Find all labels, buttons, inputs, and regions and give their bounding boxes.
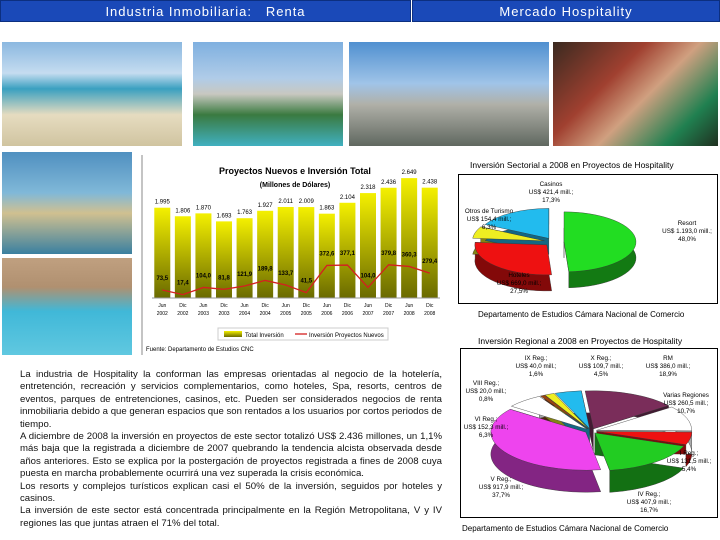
pie-label: US$ 40,0 mill.; bbox=[515, 363, 557, 370]
x-tick-label: 2005 bbox=[300, 311, 312, 317]
paragraph: La industria de Hospitality la conforman las empresas orientadas al negocio de la hotelería, entretención, recreación y servicios complementarios, como hoteles, Spa, resorts, centros de eventos, parques de entretenciones, casinos, etc. Pueden ser considerados negocios de renta inmobiliaria debido a que generan espacios que son rentados a los usuarios por cortos periodos de tiempo. bbox=[20, 369, 442, 430]
pie-label: I Reg.; bbox=[679, 450, 699, 457]
line-label: 41,5 bbox=[300, 278, 313, 285]
chart-title: Proyectos Nuevos e Inversión Total bbox=[219, 166, 371, 176]
x-tick-label: 2002 bbox=[156, 311, 168, 317]
beach-resort-photo bbox=[2, 42, 182, 146]
x-tick-label: 2006 bbox=[341, 311, 353, 317]
x-tick-label: 2002 bbox=[177, 311, 189, 317]
pie-label: 18,9% bbox=[659, 371, 677, 378]
x-tick-label: 2007 bbox=[383, 311, 395, 317]
bar-label: 1.806 bbox=[175, 208, 191, 215]
header-left-title: Industria Inmobiliaria: bbox=[105, 3, 252, 19]
pie-label: 6,3% bbox=[481, 224, 497, 231]
line-label: 379,8 bbox=[381, 250, 397, 257]
paragraph: Los resorts y complejos turísticos explican casi el 50% de la inversión, seguidos por hoteles y casinos. bbox=[20, 480, 442, 505]
bar-label: 2.009 bbox=[298, 199, 314, 206]
x-tick-label: 2008 bbox=[424, 311, 436, 317]
bar bbox=[216, 221, 232, 298]
pie-label: Varias Regiones bbox=[663, 392, 709, 399]
casino-photo bbox=[553, 42, 718, 146]
resort-sunbather-photo bbox=[2, 152, 132, 254]
bar-label: 1.870 bbox=[195, 205, 211, 212]
pie-label: US$ 109,7 mill.; bbox=[578, 363, 624, 370]
pie-label: Hoteles bbox=[508, 272, 530, 279]
bar-label: 1.995 bbox=[154, 199, 170, 206]
pie-label: US$ 917,9 mill.; bbox=[478, 484, 524, 491]
pie-label: Casinos bbox=[539, 181, 563, 188]
x-tick-label: Dic bbox=[302, 303, 310, 309]
line-label: 17,4 bbox=[177, 280, 189, 287]
paragraph: La inversión de este sector está concentrada principalmente en la Región Metropolitana, V y IV regiones las que juntas atraen el 71% del total. bbox=[20, 505, 442, 529]
pie-label: Resort bbox=[677, 220, 697, 227]
line-label: 104,0 bbox=[195, 273, 211, 280]
line-label: 81,8 bbox=[218, 275, 230, 282]
regional-pie-source: Departamento de Estudios Cámara Nacional de Comercio bbox=[462, 524, 669, 533]
legend-label: Inversión Proyectos Nuevos bbox=[309, 333, 384, 339]
pie-label: VIII Reg.; bbox=[472, 380, 500, 387]
line-label: 377,1 bbox=[339, 251, 355, 258]
pie-label: Otros de Turismo bbox=[464, 208, 514, 215]
pie-label: US$ 386,0 mill.; bbox=[645, 363, 691, 370]
pie-label: US$ 20,0 mill.; bbox=[465, 388, 507, 395]
pie-label: 27,5% bbox=[510, 288, 528, 295]
body-text bbox=[20, 369, 442, 530]
x-tick-label: Dic bbox=[426, 303, 434, 309]
header-left bbox=[0, 0, 411, 22]
x-tick-label: Dic bbox=[261, 303, 269, 309]
x-tick-label: Jun bbox=[158, 303, 167, 309]
x-tick-label: Jun bbox=[363, 303, 373, 309]
x-tick-label: 2005 bbox=[280, 311, 292, 317]
hotel-pool-photo bbox=[193, 42, 343, 146]
line-label: 73,5 bbox=[156, 275, 169, 282]
pie-label: US$ 421,4 mill.; bbox=[528, 189, 574, 196]
pie-label: 5,4% bbox=[681, 466, 697, 473]
line-label: 372,6 bbox=[319, 251, 335, 258]
pie-label: US$ 152,3 mill.; bbox=[463, 424, 509, 431]
sector-pie-title: Inversión Sectorial a 2008 en Proyectos de Hospitality bbox=[470, 160, 674, 170]
x-tick-label: Dic bbox=[179, 303, 187, 309]
x-tick-label: 2007 bbox=[362, 311, 374, 317]
line-label: 121,9 bbox=[237, 272, 253, 279]
regional-pie-chart bbox=[460, 348, 718, 518]
pie-label: X Reg.; bbox=[590, 355, 612, 362]
bar bbox=[422, 188, 438, 298]
pie-label: 37,7% bbox=[492, 492, 510, 499]
pie-label: IX Reg.; bbox=[524, 355, 548, 362]
bar-label: 2.104 bbox=[339, 194, 355, 201]
sector-pie-chart bbox=[458, 174, 718, 304]
hotel-tower-photo bbox=[349, 42, 549, 146]
pie-label: 4,5% bbox=[593, 371, 609, 378]
pie-label: 1,6% bbox=[528, 371, 544, 378]
x-tick-label: Dic bbox=[220, 303, 228, 309]
chart-subtitle: (Millones de Dólares) bbox=[259, 182, 331, 189]
legend-label: Total Inversión bbox=[245, 333, 284, 339]
pie-label: US$ 131,5 mill.; bbox=[666, 458, 712, 465]
line-label: 104,0 bbox=[360, 273, 376, 280]
pie-label: VI Reg.; bbox=[474, 416, 498, 423]
pie-label: US$ 260,5 mill.; bbox=[663, 400, 709, 407]
bar-label: 2.438 bbox=[422, 179, 438, 186]
x-tick-label: Jun bbox=[240, 303, 249, 309]
bar-label: 2.649 bbox=[401, 170, 417, 177]
sector-pie-source: Departamento de Estudios Cámara Nacional de Comercio bbox=[478, 310, 685, 319]
pie-label: 16,7% bbox=[640, 507, 658, 514]
legend-bar-swatch bbox=[224, 331, 242, 337]
line-label: 360,3 bbox=[401, 252, 417, 259]
bar bbox=[154, 208, 170, 298]
x-tick-label: Jun bbox=[281, 303, 290, 309]
bar-label: 2.436 bbox=[381, 179, 397, 186]
pie-label: US$ 669,0 mill.; bbox=[496, 280, 542, 287]
pie-label: 10,7% bbox=[677, 408, 695, 415]
pie-label: US$ 1.193,0 mill.; bbox=[662, 228, 712, 235]
line-label: 279,4 bbox=[422, 259, 438, 266]
x-tick-label: Dic bbox=[384, 303, 393, 309]
chart-source: Fuente: Departamento de Estudios CNC bbox=[146, 347, 254, 353]
x-tick-label: Jun bbox=[405, 303, 414, 309]
bar bbox=[381, 188, 397, 298]
x-tick-label: 2006 bbox=[321, 311, 333, 317]
pie-label: US$ 407,9 mill.; bbox=[626, 499, 672, 506]
line-label: 133,7 bbox=[278, 271, 294, 278]
paragraph: A diciembre de 2008 la inversión en proyectos de este sector totalizó US$ 2.436 millones, un 1,1% más baja que la registrada a diciembre de 2007 quebrando la tendencia alcista observada desde años anteriores. Esto se explica por la postergación de proyectos registrada a fines de 2008 cuya puesta en marcha probablemente ocurrirá una vez superada la crisis económica. bbox=[20, 431, 442, 480]
pie-label: 0,8% bbox=[478, 396, 494, 403]
x-tick-label: Dic bbox=[343, 303, 352, 309]
regional-pie-title: Inversión Regional a 2008 en Proyectos de Hospitality bbox=[478, 336, 683, 346]
pie-label: RM bbox=[663, 355, 673, 362]
pie-label: 48,0% bbox=[678, 236, 696, 243]
x-tick-label: 2004 bbox=[239, 311, 251, 317]
header-left-subtitle: Renta bbox=[265, 3, 306, 19]
bar-label: 2.318 bbox=[360, 185, 376, 192]
x-tick-label: Jun bbox=[322, 303, 331, 309]
header-right bbox=[412, 0, 720, 22]
bar-label: 1.693 bbox=[216, 213, 232, 220]
bar-label: 2.011 bbox=[278, 198, 294, 205]
bar bbox=[257, 211, 273, 298]
pie-label: US$ 154,4 mill.; bbox=[466, 216, 512, 223]
x-tick-label: 2003 bbox=[218, 311, 230, 317]
bar bbox=[401, 178, 417, 298]
bar-label: 1.863 bbox=[319, 205, 335, 212]
pie-label: 17,3% bbox=[542, 197, 560, 204]
line-label: 189,8 bbox=[257, 266, 273, 273]
x-tick-label: 2004 bbox=[259, 311, 271, 317]
x-tick-label: 2003 bbox=[197, 311, 209, 317]
pie-label: 6,3% bbox=[478, 432, 494, 439]
investment-bar-line-chart bbox=[140, 155, 450, 355]
x-tick-label: 2008 bbox=[403, 311, 415, 317]
bar bbox=[195, 213, 211, 298]
bar-label: 1.763 bbox=[237, 210, 253, 217]
pie-label: V Reg.; bbox=[490, 476, 512, 483]
bar-label: 1.927 bbox=[257, 202, 273, 209]
x-tick-label: Jun bbox=[199, 303, 208, 309]
pool-complex-photo bbox=[2, 258, 132, 355]
header-right-title: Mercado Hospitality bbox=[499, 3, 633, 19]
pie-label: IV Reg.; bbox=[637, 491, 661, 498]
